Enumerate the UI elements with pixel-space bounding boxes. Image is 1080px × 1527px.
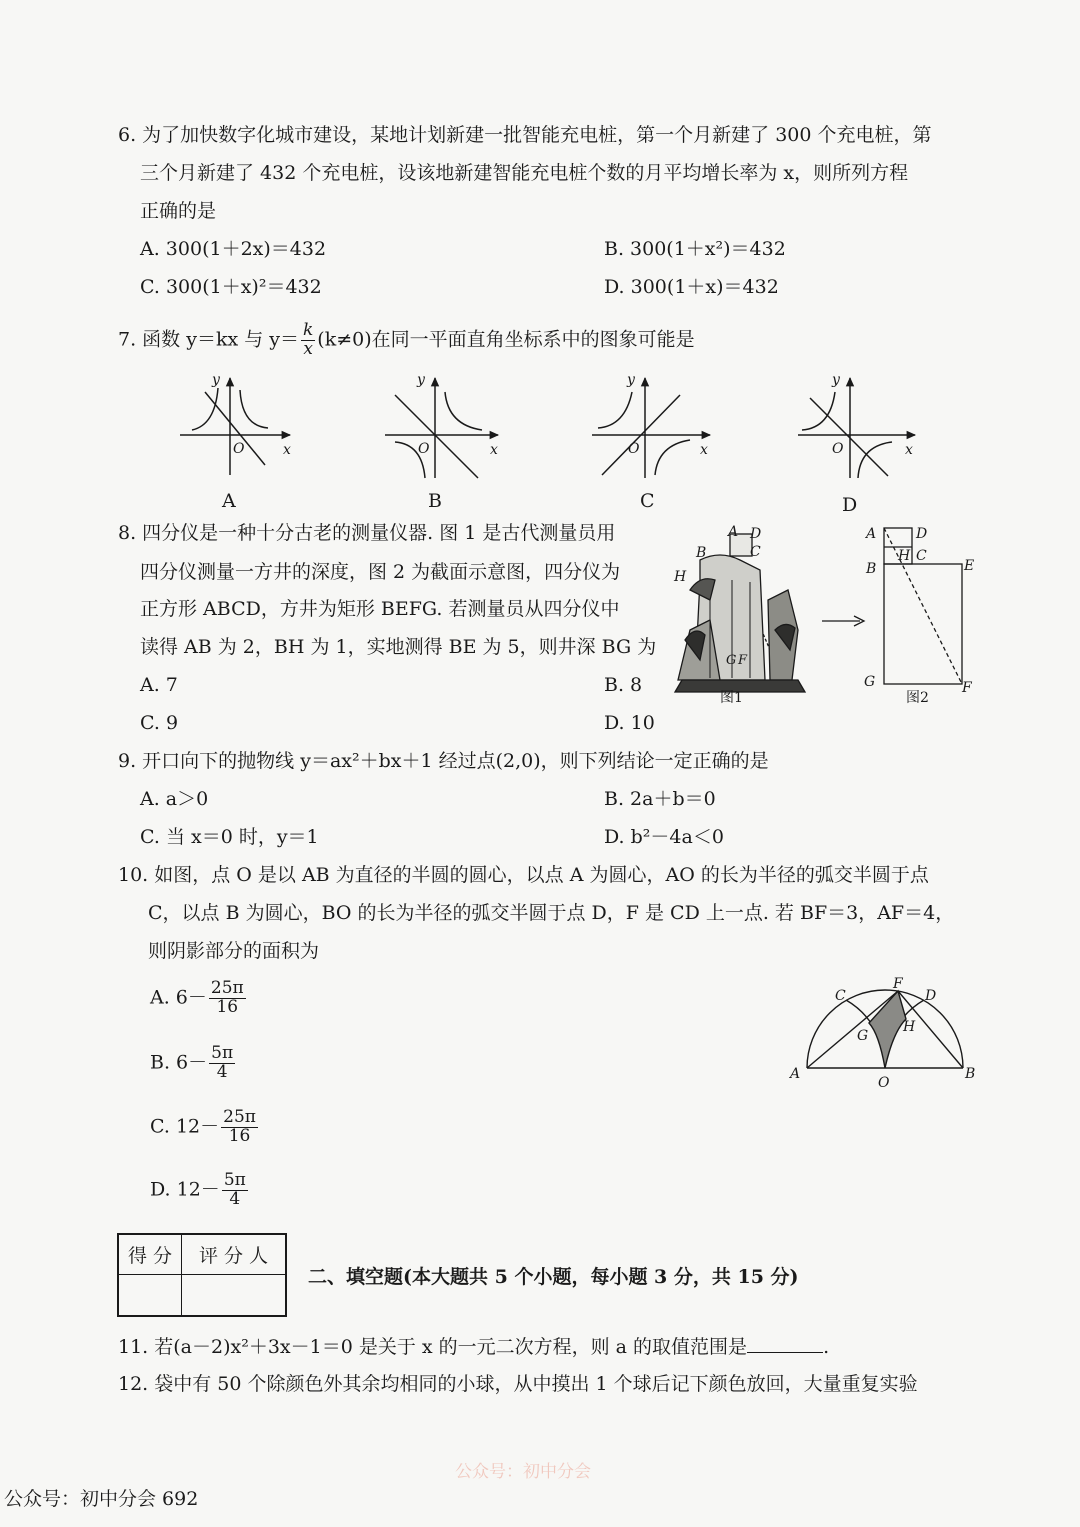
q7-d-y-label: y xyxy=(832,372,840,388)
q7-frac-den: x xyxy=(303,338,313,359)
q8-line1: 8. 四分仪是一种十分古老的测量仪器. 图 1 是古代测量员用 xyxy=(118,522,616,544)
option-prefix: A. 6－ xyxy=(150,986,207,1009)
rect-befg xyxy=(884,564,962,684)
fig10-label-h: H xyxy=(903,1019,916,1035)
q7-a-label: A xyxy=(222,490,236,512)
q10-option-d xyxy=(150,1172,250,1209)
q8-figure1 xyxy=(670,520,810,710)
q6-option-c: C. 300(1＋x)²＝432 xyxy=(140,276,322,298)
fig2-label-a: A xyxy=(866,526,877,542)
q10-line1: 10. 如图，点 O 是以 AB 为直径的半圆的圆心，以点 A 为圆心，AO 的长为半径的弧交半圆于点 xyxy=(118,864,929,886)
q8-line3: 正方形 ABCD，方井为矩形 BEFG. 若测量员从四分仪中 xyxy=(140,598,620,620)
fig2-label-h: H xyxy=(898,548,911,564)
fraction-numerator: 5π xyxy=(211,1043,234,1063)
q7-a-x-label: x xyxy=(283,442,291,458)
q7-c-label: C xyxy=(640,490,655,512)
fig2-caption: 图2 xyxy=(906,690,929,706)
fraction-denominator: 16 xyxy=(216,996,239,1017)
q6-option-d: D. 300(1＋x)＝432 xyxy=(604,276,779,298)
fraction-numerator: 5π xyxy=(223,1170,246,1190)
q7-c-origin: O xyxy=(628,441,640,457)
section-title: 二、填空题(本大题共 5 个小题，每小题 3 分，共 15 分) xyxy=(308,1266,799,1288)
fig1-label-g: G xyxy=(726,653,737,668)
q8-option-c: C. 9 xyxy=(140,712,179,734)
fraction-numerator: 25π xyxy=(223,1107,256,1127)
q7-b-x-label: x xyxy=(490,442,498,458)
option-fraction xyxy=(209,1045,235,1082)
q11-end: . xyxy=(823,1336,830,1358)
q9-option-d: D. b²－4a＜0 xyxy=(604,826,724,848)
q7-a-origin: O xyxy=(233,441,245,457)
q7-graphs xyxy=(170,370,930,520)
fig1-label-a: A xyxy=(728,524,739,540)
q12-text: 12. 袋中有 50 个除颜色外其余均相同的小球，从中摸出 1 个球后记下颜色放回，大量重复实验 xyxy=(118,1373,918,1395)
q10-figure xyxy=(785,972,985,1094)
q6-line3: 正确的是 xyxy=(140,200,217,222)
option-fraction xyxy=(221,1109,258,1146)
q8-option-d: D. 10 xyxy=(604,712,655,734)
fig10-label-c: C xyxy=(835,988,846,1004)
q10-line2: C，以点 B 为圆心，BO 的长为半径的弧交半圆于点 D，F 是 CD 上一点. 若 BF＝3，AF＝4， xyxy=(148,902,955,924)
option-prefix: C. 12－ xyxy=(150,1115,220,1138)
grader-cell[interactable] xyxy=(182,1274,287,1316)
q7-prefix: 7. 函数 y＝kx 与 y＝ xyxy=(118,328,299,351)
fig2-label-c: C xyxy=(916,548,927,564)
fig1-caption: 图1 xyxy=(720,690,743,706)
fig10-label-o: O xyxy=(878,1075,890,1091)
fig2-label-e: E xyxy=(964,558,975,574)
grader-header: 评 分 人 xyxy=(182,1234,287,1274)
q9-line1: 9. 开口向下的抛物线 y＝ax²＋bx＋1 经过点(2,0)，则下列结论一定正确的是 xyxy=(118,750,769,772)
q7-graph-c xyxy=(592,372,710,512)
fig2-label-b: B xyxy=(866,561,877,577)
fig2-label-d: D xyxy=(916,526,928,542)
fig1-label-b: B xyxy=(696,545,707,561)
q6-line1: 6. 为了加快数字化城市建设，某地计划新建一批智能充电桩，第一个月新建了 300 个充电桩，第 xyxy=(118,124,932,146)
fig1-label-c: C xyxy=(750,544,761,560)
score-cell[interactable] xyxy=(118,1274,182,1316)
score-header: 得 分 xyxy=(118,1234,182,1274)
q7-fraction xyxy=(301,322,315,359)
shaded-region xyxy=(869,991,906,1068)
q6-option-b: B. 300(1＋x²)＝432 xyxy=(604,238,786,260)
q11 xyxy=(118,1334,829,1359)
q9-option-c: C. 当 x＝0 时，y＝1 xyxy=(140,826,319,848)
q7-c-x-label: x xyxy=(700,442,708,458)
q8-figure2 xyxy=(858,520,988,710)
q8-option-b: B. 8 xyxy=(604,674,643,696)
q8-line4: 读得 AB 为 2，BH 为 1，实地测得 BE 为 5，则井深 BG 为 xyxy=(140,636,657,658)
q6-line2: 三个月新建了 432 个充电桩，设该地新建智能充电桩个数的月平均增长率为 x，则所列方程 xyxy=(140,162,909,184)
option-fraction xyxy=(209,980,246,1017)
q7-a-y-label: y xyxy=(212,372,220,388)
q7-d-origin: O xyxy=(832,441,844,457)
q7-graph-a xyxy=(180,372,291,512)
q7-stem xyxy=(118,322,695,359)
q10-option-c xyxy=(150,1109,260,1146)
q9-option-a: A. a＞0 xyxy=(140,788,209,810)
fig1-label-h: H xyxy=(674,569,687,585)
fig10-label-d: D xyxy=(925,988,937,1004)
fraction-denominator: 16 xyxy=(228,1125,251,1146)
fig2-label-f: F xyxy=(962,680,972,696)
option-fraction xyxy=(222,1172,248,1209)
q7-d-label: D xyxy=(842,494,858,516)
q7-b-y-label: y xyxy=(417,372,425,388)
fig2-label-g: G xyxy=(864,674,876,690)
fig1-label-d: D xyxy=(750,526,762,542)
fig10-label-g: G xyxy=(857,1028,869,1044)
watermark: 公众号：初中分会 xyxy=(455,1462,591,1482)
fig10-label-b: B xyxy=(965,1066,976,1082)
q10-option-a xyxy=(150,980,248,1017)
q7-suffix: (k≠0)在同一平面直角坐标系中的图象可能是 xyxy=(317,328,695,351)
q11-answer-blank[interactable] xyxy=(747,1334,823,1353)
option-prefix: B. 6－ xyxy=(150,1051,208,1074)
q7-frac-num: k xyxy=(302,320,314,340)
option-prefix: D. 12－ xyxy=(150,1178,220,1201)
q10-line3: 则阴影部分的面积为 xyxy=(148,940,320,962)
fig1-label-f: F xyxy=(738,653,748,668)
footer-label: 公众号：初中分会 692 xyxy=(4,1488,199,1510)
fraction-numerator: 25π xyxy=(210,978,244,998)
q6-option-a: A. 300(1＋2x)＝432 xyxy=(140,238,327,260)
q9-option-b: B. 2a＋b＝0 xyxy=(604,788,716,810)
score-table xyxy=(117,1233,287,1317)
fraction-denominator: 4 xyxy=(216,1061,228,1082)
q8-line2: 四分仪测量一方井的深度，图 2 为截面示意图，四分仪为 xyxy=(140,561,621,583)
q7-c-y-label: y xyxy=(627,372,635,388)
q7-d-x-label: x xyxy=(905,442,913,458)
q10-option-b xyxy=(150,1045,237,1082)
q11-text: 11. 若(a－2)x²＋3x－1＝0 是关于 x 的一元二次方程，则 a 的取值范围是 xyxy=(118,1336,748,1358)
q8-option-a: A. 7 xyxy=(140,674,178,696)
q7-graph-d xyxy=(798,372,915,516)
q7-b-label: B xyxy=(428,490,442,512)
fig10-label-f: F xyxy=(893,976,903,992)
q7-graph-b xyxy=(385,372,498,512)
fig10-label-a: A xyxy=(790,1066,801,1082)
q7-b-origin: O xyxy=(418,441,430,457)
fraction-denominator: 4 xyxy=(229,1188,241,1209)
